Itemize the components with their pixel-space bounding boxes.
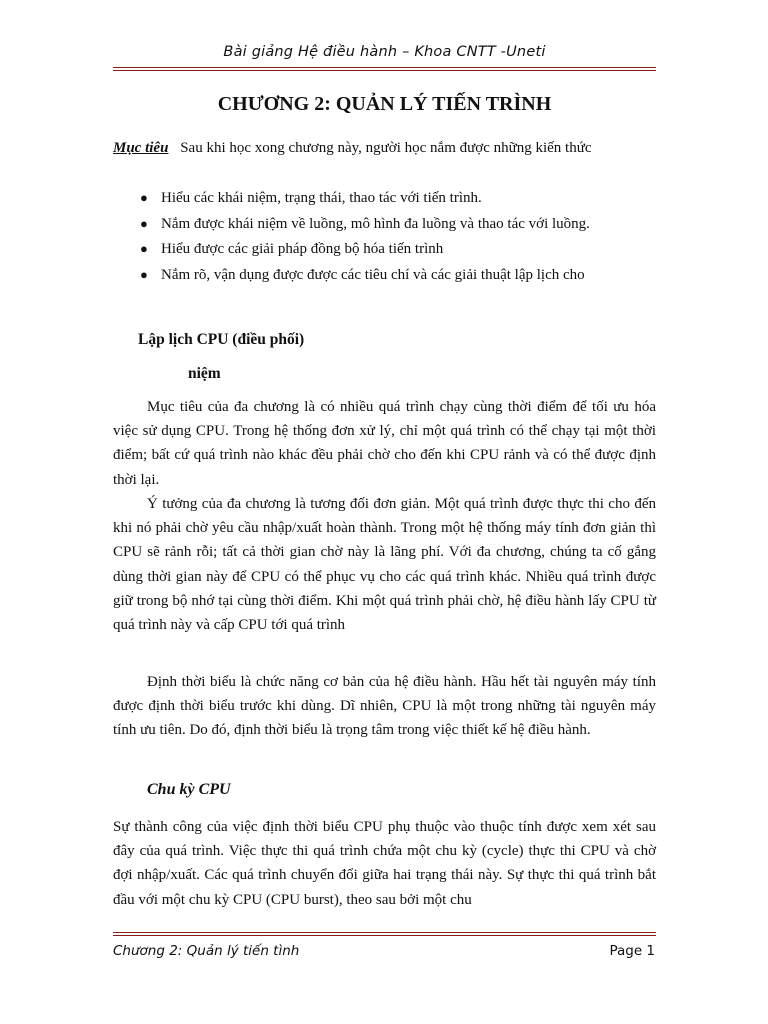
list-item-text: Hiểu được các giải pháp đồng bộ hóa tiến trình: [161, 241, 444, 257]
list-item: [140, 190, 660, 216]
list-item-text: Nắm được khái niệm về luồng, mô hình đa luồng và thao tác với luồng.: [161, 215, 590, 232]
objective-line: [113, 140, 592, 157]
paragraph: Mục tiêu của đa chương là có nhiều quá trình chạy cùng thời điểm để tối ưu hóa việc sử dụng CPU. Trong hệ thống đơn xử lý, chỉ một quá trình có thể chạy tại một thời điểm; bất cứ quá trình nào khác đều phải chờ cho đến khi CPU rảnh và có thể được định thời lại.: [113, 399, 656, 488]
running-header: Bài giảng Hệ điều hành – Khoa CNTT -Uneti: [223, 44, 546, 60]
bullet-icon: ●: [140, 190, 148, 205]
paragraph: Định thời biểu là chức năng cơ bản của hệ điều hành. Hầu hết tài nguyên máy tính được định thời biểu trước khi dùng. Dĩ nhiên, CPU là một trong những tài nguyên máy tính ưu tiên. Do đó, định thời biểu là trọng tâm trong việc thiết kế hệ điều hành.: [113, 674, 656, 739]
paragraph: Ý tưởng của đa chương là tương đối đơn giản. Một quá trình được thực thi cho đến khi nó phải chờ yêu cầu nhập/xuất hoàn thành. Trong một hệ thống máy tính đơn giản thì CPU sẽ rảnh rỗi; tất cả thời gian chờ này là lãng phí. Với đa chương, chúng ta cố gắng dùng thời gian này để CPU có thể phục vụ cho các quá trình khác. Nhiều quá trình được giữ trong bộ nhớ tại cùng thời điểm. Khi một quá trình phải chờ, hệ điều hành lấy CPU từ quá trình này và cấp CPU tới quá trình: [113, 496, 656, 634]
section-heading: Lập lịch CPU (điều phối): [138, 331, 305, 348]
list-item: [140, 267, 660, 293]
list-item: [140, 241, 660, 267]
footer-rule-secondary: [113, 935, 656, 936]
footer-rule: [113, 932, 656, 933]
paragraph: Sự thành công của việc định thời biểu CPU phụ thuộc vào thuộc tính được xem xét sau đây của quá trình. Việc thực thi quá trình chứa một chu kỳ (cycle) thực thi CPU và chờ đợi nhập/xuất. Các quá trình chuyển đổi giữa hai trạng thái này. Sự thực thi quá trình bắt đầu với một chu kỳ CPU (CPU burst), theo sau bởi một chu: [113, 819, 656, 908]
list-item: [140, 216, 660, 242]
objective-text: Sau khi học xong chương này, người học nắm được những kiến thức: [180, 140, 592, 156]
header-rule-secondary: [113, 70, 656, 71]
bullet-icon: ●: [140, 266, 148, 282]
list-item-text: Nắm rõ, vận dụng được được các tiêu chí và các giải thuật lập lịch cho: [161, 266, 585, 283]
objective-label: Mục tiêu: [113, 140, 169, 156]
bullet-icon: ●: [140, 241, 148, 256]
subsection-heading: niệm: [188, 365, 221, 382]
chapter-title: CHƯƠNG 2: QUẢN LÝ TIẾN TRÌNH: [217, 93, 552, 115]
footer-chapter: Chương 2: Quản lý tiến tình: [113, 943, 300, 959]
page-number: Page 1: [609, 943, 655, 959]
header-rule: [113, 67, 656, 68]
objective-list: [140, 190, 660, 292]
cpu-cycle-heading: Chu kỳ CPU: [147, 781, 231, 798]
list-item-text: Hiểu các khái niệm, trạng thái, thao tác với tiến trình.: [161, 190, 482, 206]
bullet-icon: ●: [140, 215, 148, 231]
